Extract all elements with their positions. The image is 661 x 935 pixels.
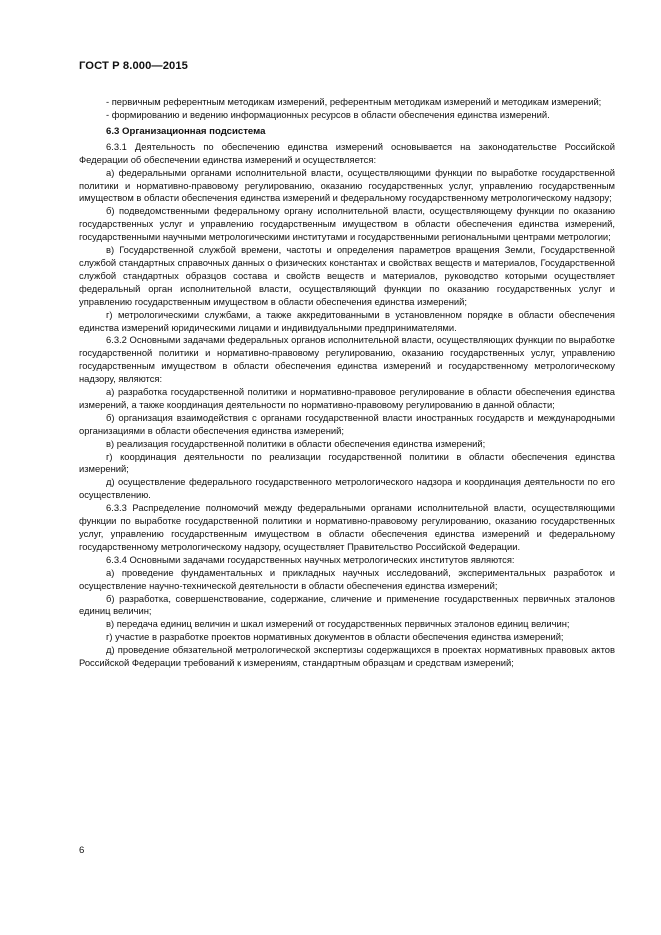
list-item: а) разработка государственной политики и нормативно-правовое регулирование в области обеспечения единства измерений, а также координация деятельности по нормативно-правовому регулированию в данной области;	[79, 386, 615, 410]
clause-6-3-3: 6.3.3 Распределение полномочий между федеральными органами исполнительной власти, осуществляющими функции по выработке государственной политики и нормативно-правовому регулированию, оказанию государственных услуг, управлению государственным имуществом в области обеспечения единства измерений и федеральному государственному метрологическому надзору, осуществляет Правительство Российской Федерации.	[79, 502, 615, 552]
list-item: - первичным референтным методикам измерений, референтным методикам измерений и методикам измерений;	[106, 96, 602, 107]
clause-6-3-1: 6.3.1 Деятельность по обеспечению единства измерений основывается на законодательстве Российской Федерации об обеспечении единства измерений и осуществляется:	[79, 140, 615, 165]
document-code-header: ГОСТ Р 8.000—2015	[79, 60, 188, 72]
list-item: б) подведомственными федеральному органу исполнительной власти, осуществляющему функции по оказанию государственных услуг и управлению государственным имуществом в области обеспечения единства измерений, государственными научными метрологическими институтами и государственными региональными центрами метрологии;	[79, 205, 615, 243]
list-item: в) реализация государственной политики в области обеспечения единства измерений;	[106, 437, 486, 449]
page-number: 6	[79, 845, 85, 856]
list-item: б) организация взаимодействия с органами государственной власти иностранных государств и международными организациями в области обеспечения единства измерений;	[79, 411, 615, 436]
list-item: г) метрологическими службами, а также аккредитованными в установленном порядке в области обеспечения единства измерений юридическими лицами и индивидуальными предпринимателями.	[79, 308, 615, 333]
clause-6-3-4: 6.3.4 Основными задачами государственных научных метрологических институтов являются:	[106, 553, 515, 565]
list-item: а) федеральными органами исполнительной власти, осуществляющими функции по выработке государственной политики и нормативно-правовому регулированию, оказанию государственных услуг, управлению государственным имуществом в области обеспечения единства измерений и федеральному государственному метрологическому надзору;	[79, 166, 615, 204]
list-item: а) проведение фундаментальных и прикладных научных исследований, экспериментальных разработок и осуществление научно-технической деятельности в области обеспечения единства измерений;	[79, 566, 615, 591]
list-item: д) проведение обязательной метрологической экспертизы содержащихся в проектах нормативных правовых актов Российской Федерации требований к измерениям, стандартным образцам и средствам измерений;	[79, 644, 615, 669]
section-heading: 6.3 Организационная подсистема	[106, 125, 266, 137]
list-item: - формированию и ведению информационных ресурсов в области обеспечения единства измерений.	[106, 108, 550, 120]
list-item: г) участие в разработке проектов нормативных документов в области обеспечения единства измерений;	[106, 631, 564, 643]
list-item: в) передача единиц величин и шкал измерений от государственных первичных эталонов единиц величин;	[106, 618, 570, 630]
list-item: в) Государственной службой времени, частоты и определения параметров вращения Земли, Государственной службой стандартных справочных данных о физических константах и свойствах веществ и материалов, Государственной службой стандартных образцов состава и свойств веществ и материалов, руководство которыми осуществляет федеральный орган исполнительной власти, осуществляющий функции по оказанию государственных услуг и управлению государственным имуществом в области обеспечения единства измерений;	[79, 244, 615, 307]
list-item: д) осуществление федерального государственного метрологического надзора и координация деятельности по его осуществлению.	[79, 476, 615, 501]
clause-6-3-2: 6.3.2 Основными задачами федеральных органов исполнительной власти, осуществляющих функции по выработке государственной политики и нормативно-правовому регулированию, оказанию государственных услуг, управлению государственным имуществом в области обеспечения единства измерений и государственному метрологическому надзору, являются:	[79, 334, 615, 385]
list-item: б) разработка, совершенствование, содержание, сличение и применение государственных первичных эталонов единиц величин;	[79, 592, 615, 617]
list-item: г) координация деятельности по реализации государственной политики в области обеспечения единства измерений;	[79, 450, 615, 475]
document-body	[79, 96, 615, 670]
